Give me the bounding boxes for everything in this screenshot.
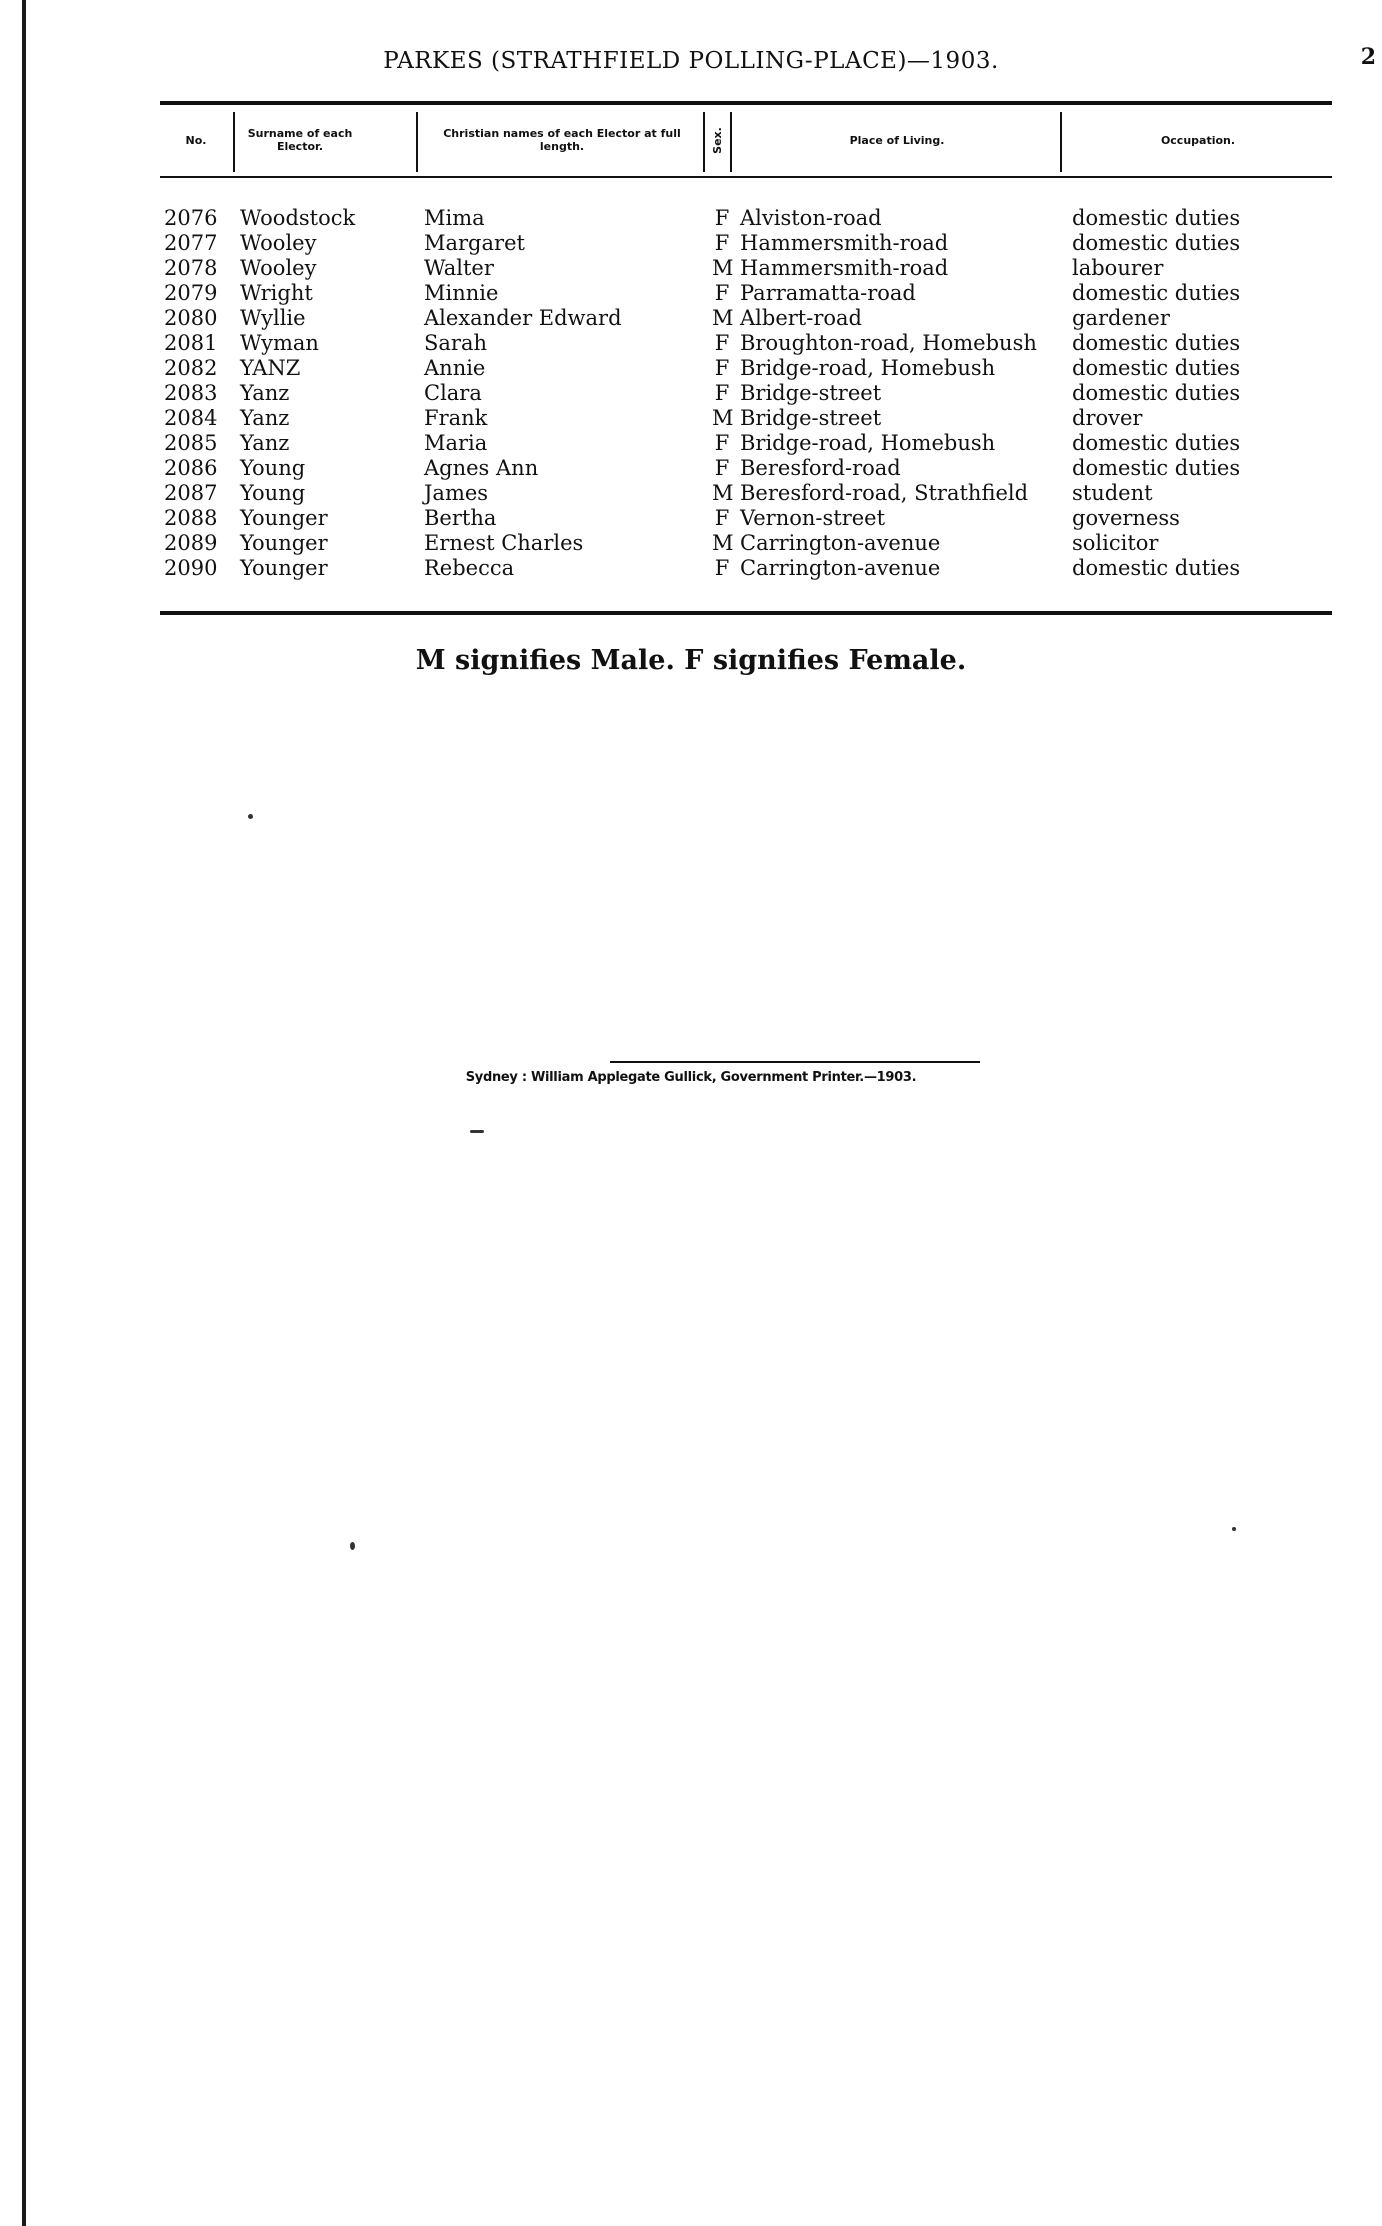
elector-occupation: governess — [1072, 506, 1180, 530]
table-row — [0, 531, 1382, 556]
elector-surname: Young — [240, 481, 306, 505]
header-occupation: Occupation. — [1160, 133, 1236, 147]
elector-number: 2086 — [164, 456, 218, 480]
elector-christian-names: Bertha — [424, 506, 497, 530]
elector-place: Albert-road — [740, 306, 862, 330]
elector-sex: F — [714, 506, 730, 530]
elector-surname: Younger — [240, 556, 328, 580]
elector-number: 2076 — [164, 206, 218, 230]
table-row — [0, 406, 1382, 431]
elector-sex: F — [714, 456, 730, 480]
elector-occupation: labourer — [1072, 256, 1164, 280]
elector-surname: Younger — [240, 506, 328, 530]
elector-surname: Wright — [240, 281, 313, 305]
elector-number: 2090 — [164, 556, 218, 580]
table-row — [0, 556, 1382, 581]
elector-number: 2083 — [164, 381, 218, 405]
elector-occupation: domestic duties — [1072, 281, 1241, 305]
elector-place: Bridge-road, Homebush — [740, 356, 996, 380]
elector-sex: F — [714, 281, 730, 305]
elector-surname: Younger — [240, 531, 328, 555]
elector-number: 2084 — [164, 406, 218, 430]
table-row — [0, 256, 1382, 281]
elector-surname: Young — [240, 456, 306, 480]
elector-surname: Wyman — [240, 331, 319, 355]
elector-christian-names: Agnes Ann — [424, 456, 539, 480]
elector-number: 2077 — [164, 231, 218, 255]
elector-place: Beresford-road — [740, 456, 901, 480]
elector-sex: F — [714, 331, 730, 355]
elector-christian-names: Maria — [424, 431, 488, 455]
elector-occupation: domestic duties — [1072, 381, 1241, 405]
elector-surname: Wooley — [240, 256, 317, 280]
elector-sex: M — [712, 406, 734, 430]
elector-place: Bridge-street — [740, 381, 882, 405]
table-row — [0, 431, 1382, 456]
elector-place: Alviston-road — [740, 206, 882, 230]
elector-occupation: student — [1072, 481, 1153, 505]
elector-number: 2078 — [164, 256, 218, 280]
elector-place: Carrington-avenue — [740, 556, 941, 580]
elector-christian-names: Alexander Edward — [424, 306, 622, 330]
elector-occupation: drover — [1072, 406, 1143, 430]
elector-surname: Wooley — [240, 231, 317, 255]
sex-legend: M signifies Male. F signifies Female. — [415, 645, 967, 676]
column-divider — [730, 112, 732, 172]
elector-sex: F — [714, 231, 730, 255]
elector-christian-names: Ernest Charles — [424, 531, 584, 555]
print-speck — [470, 1130, 484, 1133]
elector-number: 2087 — [164, 481, 218, 505]
elector-number: 2081 — [164, 331, 218, 355]
print-speck — [248, 814, 253, 819]
elector-occupation: domestic duties — [1072, 231, 1241, 255]
elector-occupation: domestic duties — [1072, 206, 1241, 230]
table-top-rule — [160, 101, 1332, 105]
elector-christian-names: Minnie — [424, 281, 499, 305]
table-header-rule — [160, 176, 1332, 178]
elector-occupation: domestic duties — [1072, 356, 1241, 380]
elector-place: Beresford-road, Strathfield — [740, 481, 1029, 505]
elector-place: Hammersmith-road — [740, 256, 949, 280]
elector-number: 2089 — [164, 531, 218, 555]
elector-surname: Wyllie — [240, 306, 306, 330]
elector-christian-names: Frank — [424, 406, 488, 430]
print-speck — [350, 1542, 355, 1550]
elector-christian-names: Mima — [424, 206, 485, 230]
elector-christian-names: Walter — [424, 256, 494, 280]
header-sex: Sex. — [710, 126, 724, 154]
header-surname: Surname of each Elector. — [247, 127, 353, 153]
elector-surname: YANZ — [240, 356, 301, 380]
elector-number: 2082 — [164, 356, 218, 380]
elector-place: Hammersmith-road — [740, 231, 949, 255]
elector-sex: F — [714, 381, 730, 405]
elector-sex: F — [714, 556, 730, 580]
elector-occupation: domestic duties — [1072, 556, 1241, 580]
elector-list — [0, 206, 1382, 581]
elector-place: Carrington-avenue — [740, 531, 941, 555]
elector-number: 2088 — [164, 506, 218, 530]
table-row — [0, 381, 1382, 406]
elector-number: 2079 — [164, 281, 218, 305]
elector-occupation: domestic duties — [1072, 431, 1241, 455]
elector-sex: F — [714, 356, 730, 380]
table-row — [0, 206, 1382, 231]
elector-sex: M — [712, 306, 734, 330]
elector-place: Bridge-road, Homebush — [740, 431, 996, 455]
table-bottom-rule — [160, 611, 1332, 615]
table-row — [0, 306, 1382, 331]
header-no: No. — [185, 133, 207, 147]
elector-place: Parramatta-road — [740, 281, 916, 305]
elector-christian-names: Rebecca — [424, 556, 515, 580]
elector-place: Bridge-street — [740, 406, 882, 430]
elector-christian-names: Margaret — [424, 231, 525, 255]
elector-christian-names: Annie — [424, 356, 486, 380]
header-place-of-living: Place of Living. — [849, 133, 945, 147]
print-speck — [1232, 1527, 1236, 1531]
elector-sex: F — [714, 206, 730, 230]
table-row — [0, 481, 1382, 506]
elector-surname: Yanz — [240, 406, 290, 430]
elector-surname: Yanz — [240, 381, 290, 405]
table-row — [0, 331, 1382, 356]
elector-sex: F — [714, 431, 730, 455]
table-header — [160, 106, 1332, 176]
column-divider — [703, 112, 705, 172]
table-row — [0, 281, 1382, 306]
elector-occupation: solicitor — [1072, 531, 1159, 555]
elector-christian-names: James — [424, 481, 489, 505]
elector-christian-names: Clara — [424, 381, 482, 405]
elector-surname: Woodstock — [240, 206, 356, 230]
elector-place: Vernon-street — [740, 506, 886, 530]
page-title: PARKES (STRATHFIELD POLLING-PLACE)—1903. — [383, 48, 999, 74]
elector-sex: M — [712, 481, 734, 505]
elector-number: 2080 — [164, 306, 218, 330]
column-divider — [1060, 112, 1062, 172]
column-divider — [416, 112, 418, 172]
elector-sex: M — [712, 256, 734, 280]
page-number: 2 — [1360, 44, 1376, 70]
table-row — [0, 231, 1382, 256]
elector-occupation: gardener — [1072, 306, 1170, 330]
elector-christian-names: Sarah — [424, 331, 487, 355]
elector-place: Broughton-road, Homebush — [740, 331, 1037, 355]
table-row — [0, 506, 1382, 531]
imprint-rule — [610, 1061, 980, 1063]
column-divider — [233, 112, 235, 172]
elector-sex: M — [712, 531, 734, 555]
elector-occupation: domestic duties — [1072, 456, 1241, 480]
header-christian-names: Christian names of each Elector at full length. — [443, 127, 681, 153]
elector-occupation: domestic duties — [1072, 331, 1241, 355]
table-row — [0, 456, 1382, 481]
elector-surname: Yanz — [240, 431, 290, 455]
table-row — [0, 356, 1382, 381]
printer-imprint: Sydney : William Applegate Gullick, Government Printer.—1903. — [465, 1070, 917, 1085]
elector-number: 2085 — [164, 431, 218, 455]
